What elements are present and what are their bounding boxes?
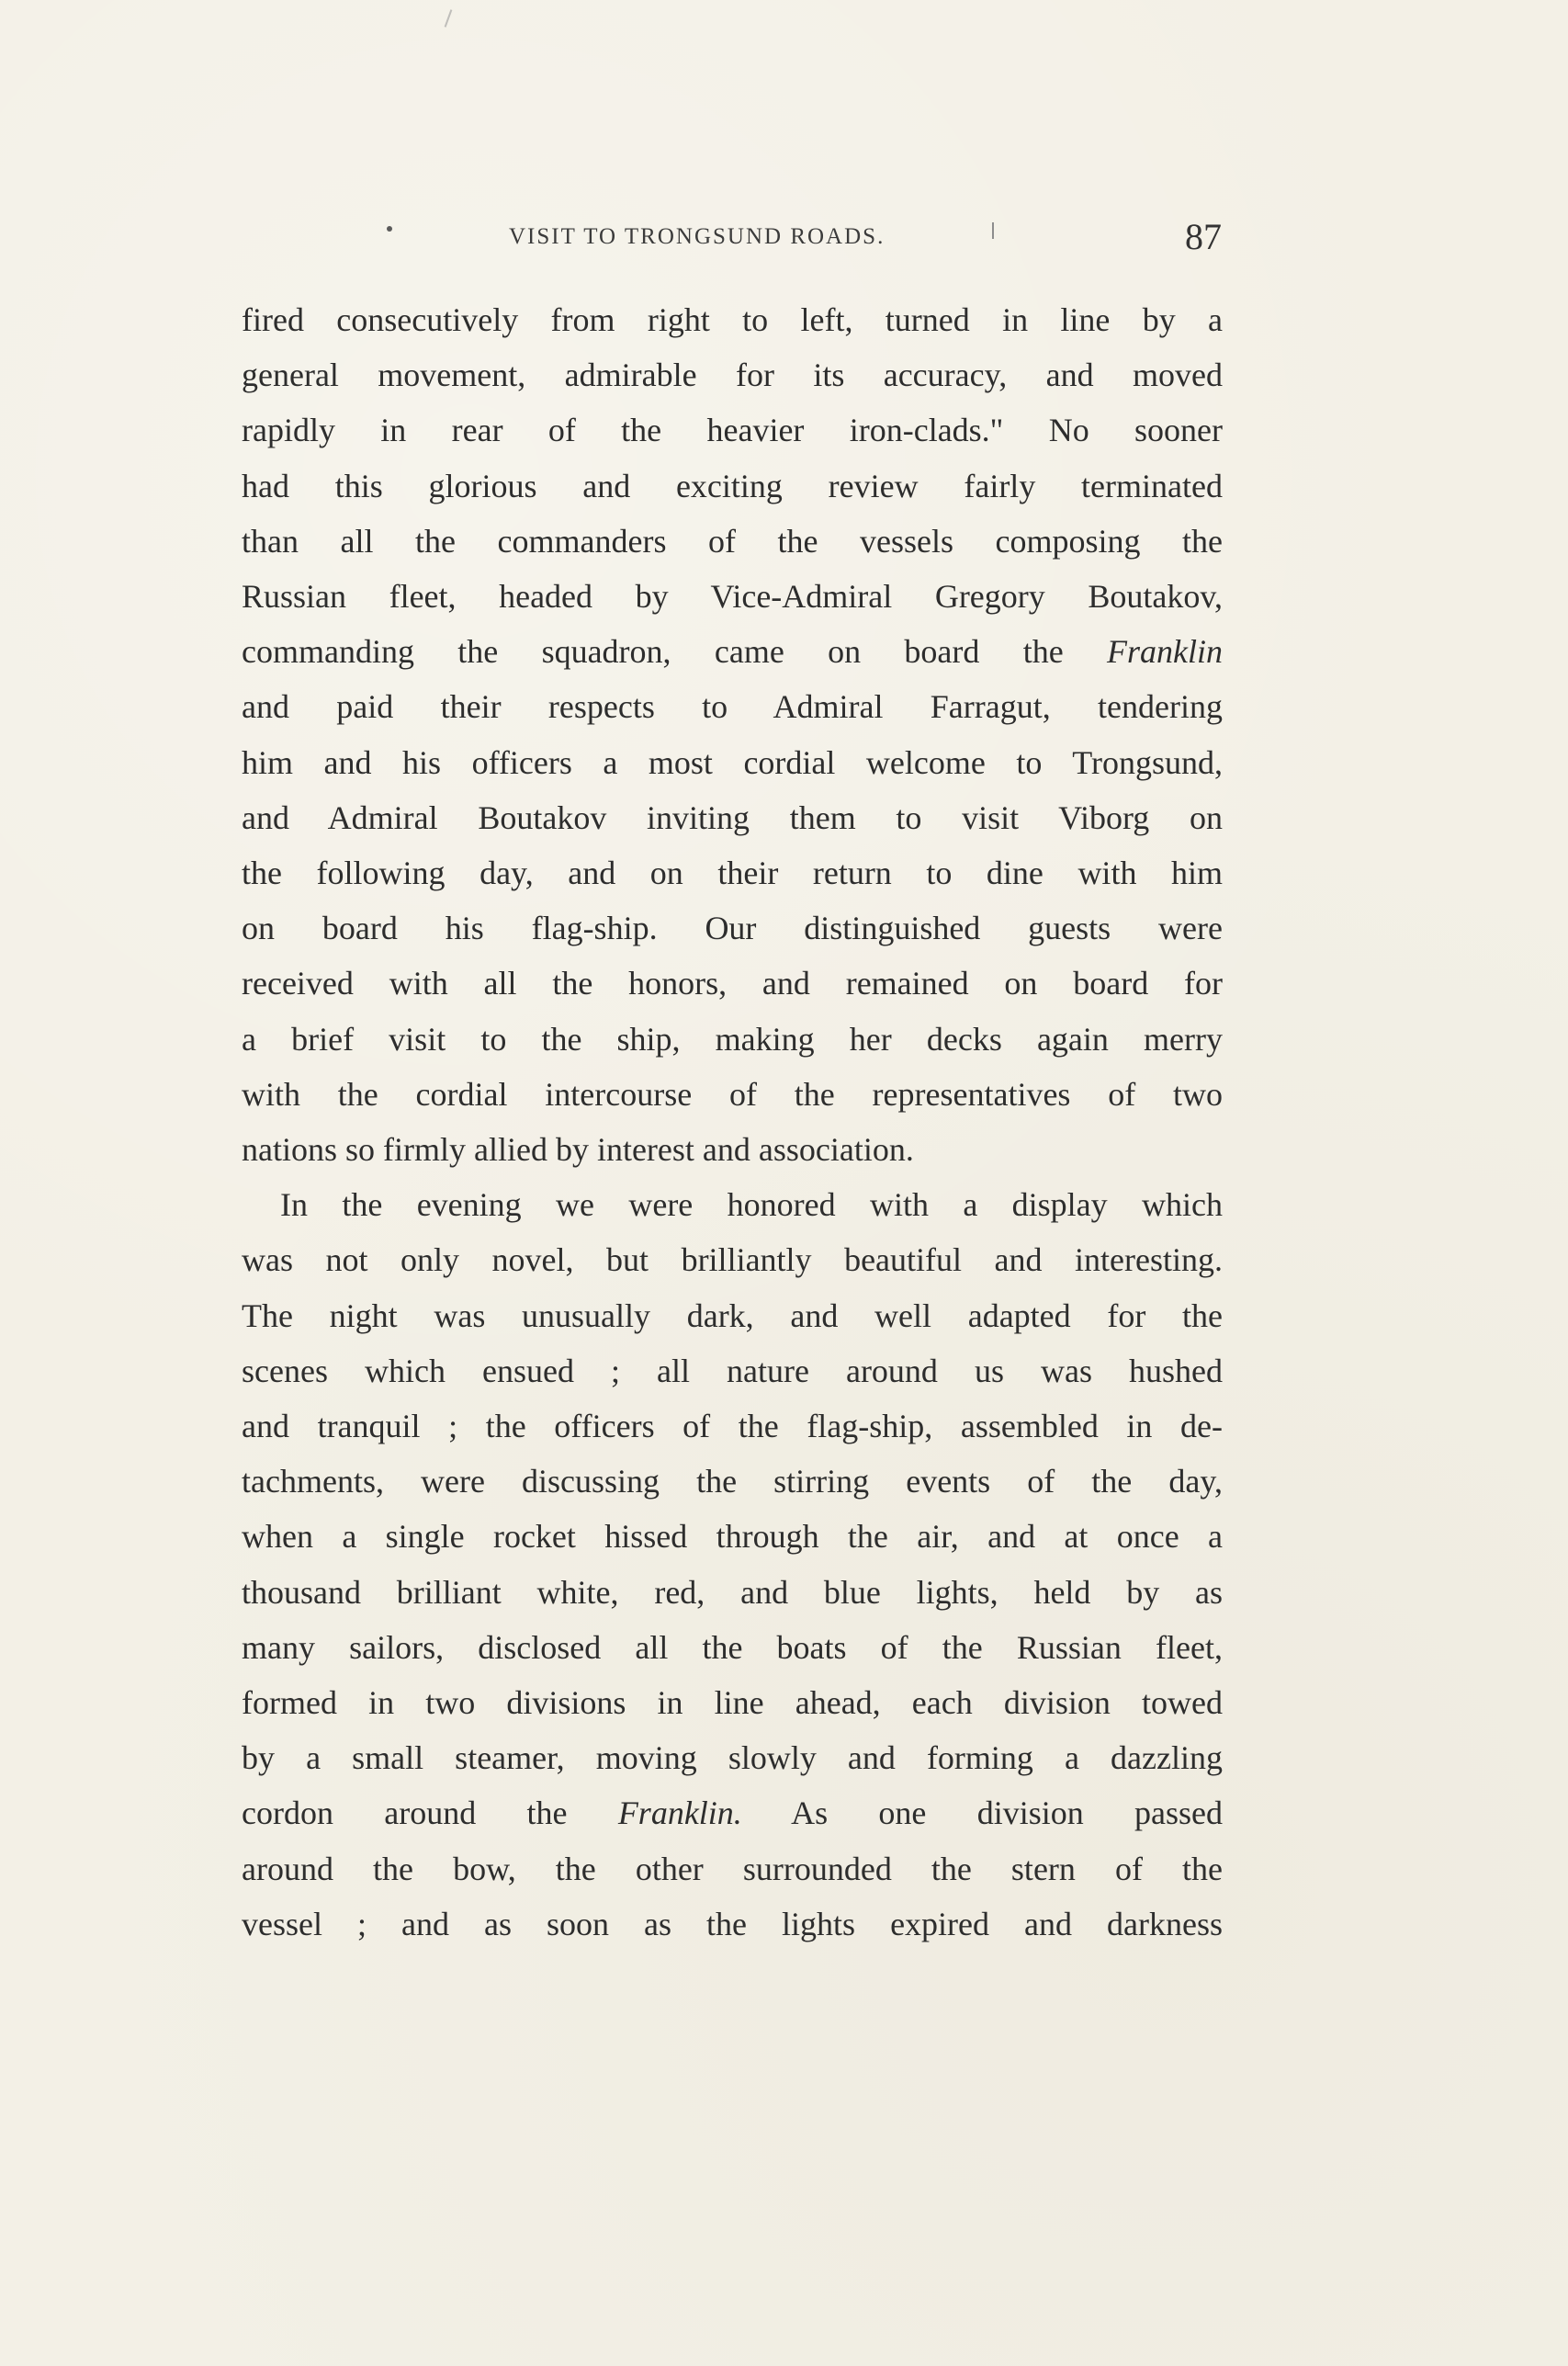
running-title: VISIT TO TRONGSUND ROADS.	[509, 224, 886, 249]
body-text	[242, 292, 1223, 1952]
text-line-28-tail: As one division passed	[741, 1794, 1223, 1832]
text-line-26: formed in two divisions in line ahead, each division towed	[242, 1684, 1223, 1722]
text-line-5: than all the commanders of the vessels composing the	[242, 522, 1223, 560]
text-line-29: around the bow, the other surrounded the stern of the	[242, 1850, 1223, 1887]
text-line-8: and paid their respects to Admiral Farragut, tendering	[242, 688, 1223, 726]
text-line-3: rapidly in rear of the heavier iron-clads." No sooner	[242, 412, 1223, 449]
text-line-25: many sailors, disclosed all the boats of the Russian fleet,	[242, 1628, 1223, 1666]
text-line-15: with the cordial intercourse of the representatives of two	[242, 1075, 1223, 1113]
text-line-23: when a single rocket hissed through the air, and at once a	[242, 1518, 1223, 1556]
ship-name-franklin: Franklin	[1107, 633, 1223, 671]
text-line-30: vessel ; and as soon as the lights expired and darkness	[242, 1905, 1223, 1942]
text-line-6: Russian fleet, headed by Vice-Admiral Gregory Boutakov,	[242, 578, 1223, 616]
text-line-9: him and his officers a most cordial welcome to Trongsund,	[242, 743, 1223, 781]
text-line-7-main: commanding the squadron, came on board the	[242, 633, 1108, 671]
text-line-28	[242, 1785, 1223, 1840]
ship-name-franklin-2: Franklin.	[617, 1794, 742, 1832]
text-line-10: and Admiral Boutakov inviting them to visit Viborg on	[242, 798, 1223, 836]
text-line-1: fired consecutively from right to left, turned in line by a	[242, 301, 1223, 338]
text-line-17: In the evening we were honored with a display which	[280, 1186, 1223, 1224]
text-line-18: was not only novel, but brilliantly beautiful and interesting.	[242, 1241, 1223, 1279]
text-line-28-main: cordon around the	[242, 1794, 618, 1832]
text-line-24: thousand brilliant white, red, and blue lights, held by as	[242, 1573, 1223, 1611]
text-line-16: nations so firmly allied by interest and association.	[242, 1131, 914, 1169]
text-line-27: by a small steamer, moving slowly and forming a dazzling	[242, 1739, 1223, 1777]
page-number: 87	[1185, 216, 1222, 257]
text-line-7	[242, 624, 1223, 679]
text-line-19: The night was unusually dark, and well adapted for the	[242, 1296, 1223, 1334]
header-dot	[387, 226, 392, 232]
text-line-21: and tranquil ; the officers of the flag-ship, assembled in de-	[242, 1408, 1223, 1445]
header-tick-mark	[992, 222, 994, 239]
text-line-20: scenes which ensued ; all nature around us was hushed	[242, 1352, 1223, 1389]
text-line-13: received with all the honors, and remained on board for	[242, 965, 1223, 1002]
text-line-11: the following day, and on their return to dine with him	[242, 855, 1223, 892]
running-header	[243, 216, 1225, 261]
text-line-12: on board his flag-ship. Our distinguished guests were	[242, 910, 1223, 947]
text-line-22: tachments, were discussing the stirring events of the day,	[242, 1463, 1223, 1500]
text-line-2: general movement, admirable for its accuracy, and moved	[242, 357, 1223, 394]
page-speck	[445, 9, 453, 27]
text-line-4: had this glorious and exciting review fairly terminated	[242, 467, 1223, 504]
text-line-14: a brief visit to the ship, making her decks again merry	[242, 1020, 1223, 1058]
